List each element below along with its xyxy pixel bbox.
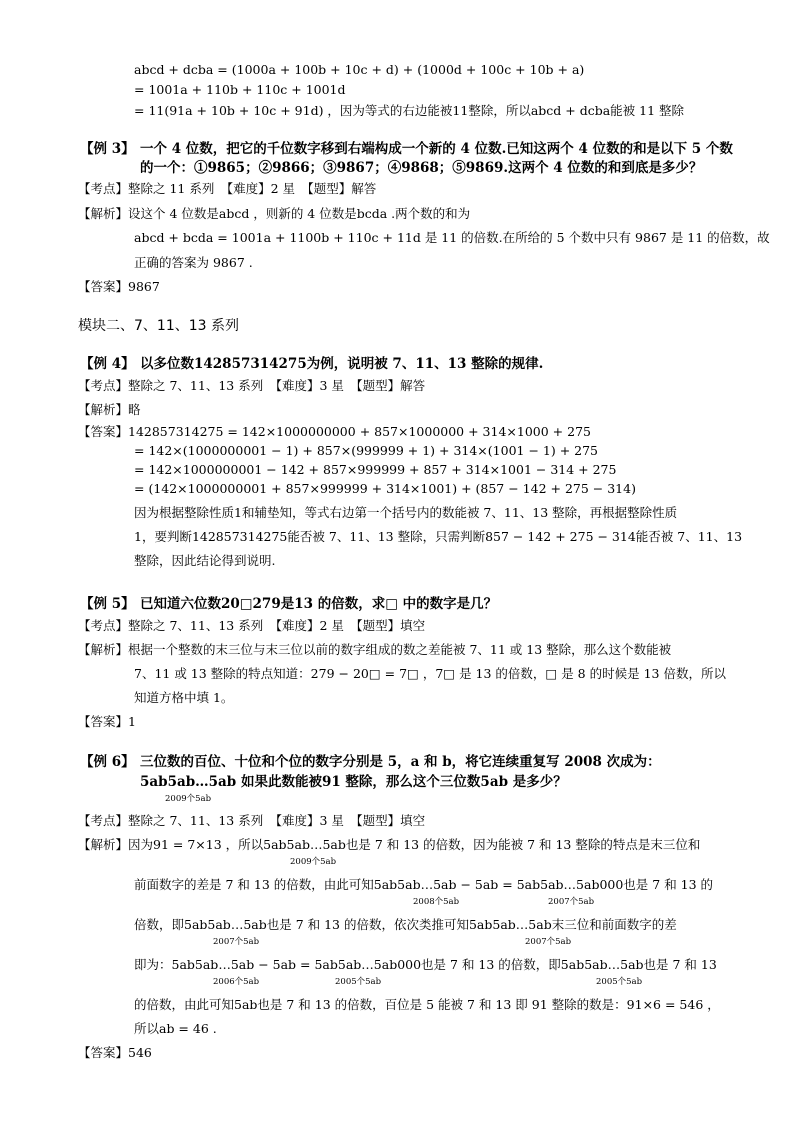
- example-4-analysis: 【解析】略: [78, 402, 141, 417]
- example-6-analysis-line-2: 前面数字的差是 7 和 13 的倍数，由此可知5ab5ab…5ab − 5ab = 5ab5ab…5ab000也是 7 和 13 的: [134, 877, 714, 892]
- example-4-answer-line-3: = (142×1000000001 + 857×999999 + 314×1001) + (857 − 142 + 275 − 314): [134, 481, 636, 496]
- example-6-question-line-1: 三位数的百位、十位和个位的数字分别是 5，a 和 b，将它连续重复写 2008 次成为：: [140, 754, 661, 770]
- example-5-analysis-line-3: 知道方格中填 1。: [134, 690, 234, 705]
- example-5-analysis-line-2: 7、11 或 13 整除的特点知道：279 − 20□ = 7□ ，7□ 是 13 的倍数，□ 是 8 的时候是 13 倍数，所以: [134, 666, 726, 681]
- example-5-tag: 【例 5】: [80, 596, 135, 612]
- example-6-answer: 【答案】546: [78, 1045, 152, 1060]
- example-4-answer-line-1: = 142×(1000000001 − 1) + 857×(999999 + 1) + 314×(1001 − 1) + 275: [134, 443, 599, 458]
- example-6-analysis-line-4-underbrace-label-2: 2005个5ab: [335, 977, 382, 987]
- top-eq-line-3: = 11(91a + 10b + 10c + 91d) ，因为等式的右边能被11整除，所以abcd + dcba能被 11 整除: [134, 103, 685, 118]
- example-6-analysis-line-4-underbrace-label-1: 2006个5ab: [213, 977, 260, 987]
- example-6-analysis-line-6: 所以ab = 46 .: [134, 1021, 217, 1036]
- example-6-analysis-line-1: 【解析】因为91 = 7×13 ，所以5ab5ab…5ab也是 7 和 13 的倍数，因为能被 7 和 13 整除的特点是末三位和: [78, 837, 701, 852]
- example-4-answer-line-0: 【答案】142857314275 = 142×1000000000 + 857×1000000 + 314×1000 + 275: [78, 424, 591, 439]
- example-3-analysis-line-3: 正确的答案为 9867 .: [134, 255, 253, 270]
- example-6-analysis-line-3: 倍数，即5ab5ab…5ab也是 7 和 13 的倍数，依次类推可知5ab5ab…5ab末三位和前面数字的差: [134, 917, 677, 932]
- example-4-meta: 【考点】整除之 7、11、13 系列 【难度】3 星 【题型】解答: [78, 378, 426, 393]
- example-6-analysis-line-4: 即为：5ab5ab…5ab − 5ab = 5ab5ab…5ab000也是 7 和 13 的倍数，即5ab5ab…5ab也是 7 和 13: [134, 957, 717, 972]
- example-6-analysis-line-4-underbrace-label-3: 2005个5ab: [596, 977, 643, 987]
- example-6-analysis-line-3-underbrace-label-1: 2007个5ab: [213, 937, 260, 947]
- example-6-analysis-line-5: 的倍数，由此可知5ab也是 7 和 13 的倍数，百位是 5 能被 7 和 13 即 91 整除的数是：91×6 = 546 ，: [134, 997, 720, 1012]
- example-4-answer-line-5: 1，要判断142857314275能否被 7、11、13 整除，只需判断857 − 142 + 275 − 314能否被 7、11、13: [134, 529, 743, 544]
- example-3-analysis-line-2: abcd + bcda = 1001a + 1100b + 110c + 11d 是 11 的倍数.在所给的 5 个数中只有 9867 是 11 的倍数，故: [134, 230, 770, 245]
- example-6-analysis-line-3-underbrace-label-2: 2007个5ab: [525, 937, 572, 947]
- example-5-question: 已知道六位数20□279是13 的倍数，求□ 中的数字是几？: [140, 596, 498, 612]
- example-5-meta: 【考点】整除之 7、11、13 系列 【难度】2 星 【题型】填空: [78, 618, 426, 633]
- example-6-meta: 【考点】整除之 7、11、13 系列 【难度】3 星 【题型】填空: [78, 813, 426, 828]
- example-6-tag: 【例 6】: [80, 754, 135, 770]
- example-6-analysis-line-2-underbrace-label-2: 2007个5ab: [548, 897, 595, 907]
- top-eq-line-2: = 1001a + 110b + 110c + 1001d: [134, 82, 346, 97]
- example-5-analysis-line-1: 【解析】根据一个整数的末三位与末三位以前的数字组成的数之差能被 7、11 或 13 整除，那么这个数能被: [78, 642, 672, 657]
- example-6-analysis-line-2-underbrace-label-1: 2008个5ab: [413, 897, 460, 907]
- module-2-title: 模块二、7、11、13 系列: [78, 318, 239, 334]
- example-4-tag: 【例 4】: [80, 356, 135, 372]
- example-3-question-line-1: 一个 4 位数，把它的千位数字移到右端构成一个新的 4 位数.已知这两个 4 位数的和是以下 5 个数: [140, 141, 733, 157]
- example-3-tag: 【例 3】: [80, 141, 135, 157]
- example-6-question-underbrace-label: 2009个5ab: [165, 794, 212, 804]
- example-3-meta: 【考点】整除之 11 系列 【难度】2 星 【题型】解答: [78, 181, 377, 196]
- example-3-analysis-line-1: 【解析】设这个 4 位数是abcd ，则新的 4 位数是bcda .两个数的和为: [78, 206, 471, 221]
- example-4-answer-line-4: 因为根据整除性质1和辅垫知，等式右边第一个括号内的数能被 7、11、13 整除，再根据整除性质: [134, 505, 678, 520]
- example-5-answer: 【答案】1: [78, 714, 136, 729]
- example-3-question-line-2: 的一个：①9865；②9866；③9867；④9868；⑤9869.这两个 4 位数的和到底是多少？: [140, 160, 703, 176]
- example-4-answer-line-2: = 142×1000000001 − 142 + 857×999999 + 857 + 314×1001 − 314 + 275: [134, 462, 617, 477]
- example-4-answer-line-6: 整除，因此结论得到说明.: [134, 553, 276, 568]
- example-4-question: 以多位数142857314275为例，说明被 7、11、13 整除的规律.: [140, 356, 544, 372]
- example-3-answer: 【答案】9867: [78, 279, 160, 294]
- example-6-analysis-line-1-underbrace-label: 2009个5ab: [290, 857, 337, 867]
- example-6-question-line-2: 5ab5ab…5ab 如果此数能被91 整除，那么这个三位数5ab 是多少？: [140, 774, 567, 790]
- top-eq-line-1: abcd + dcba = (1000a + 100b + 10c + d) + (1000d + 100c + 10b + a): [134, 62, 585, 77]
